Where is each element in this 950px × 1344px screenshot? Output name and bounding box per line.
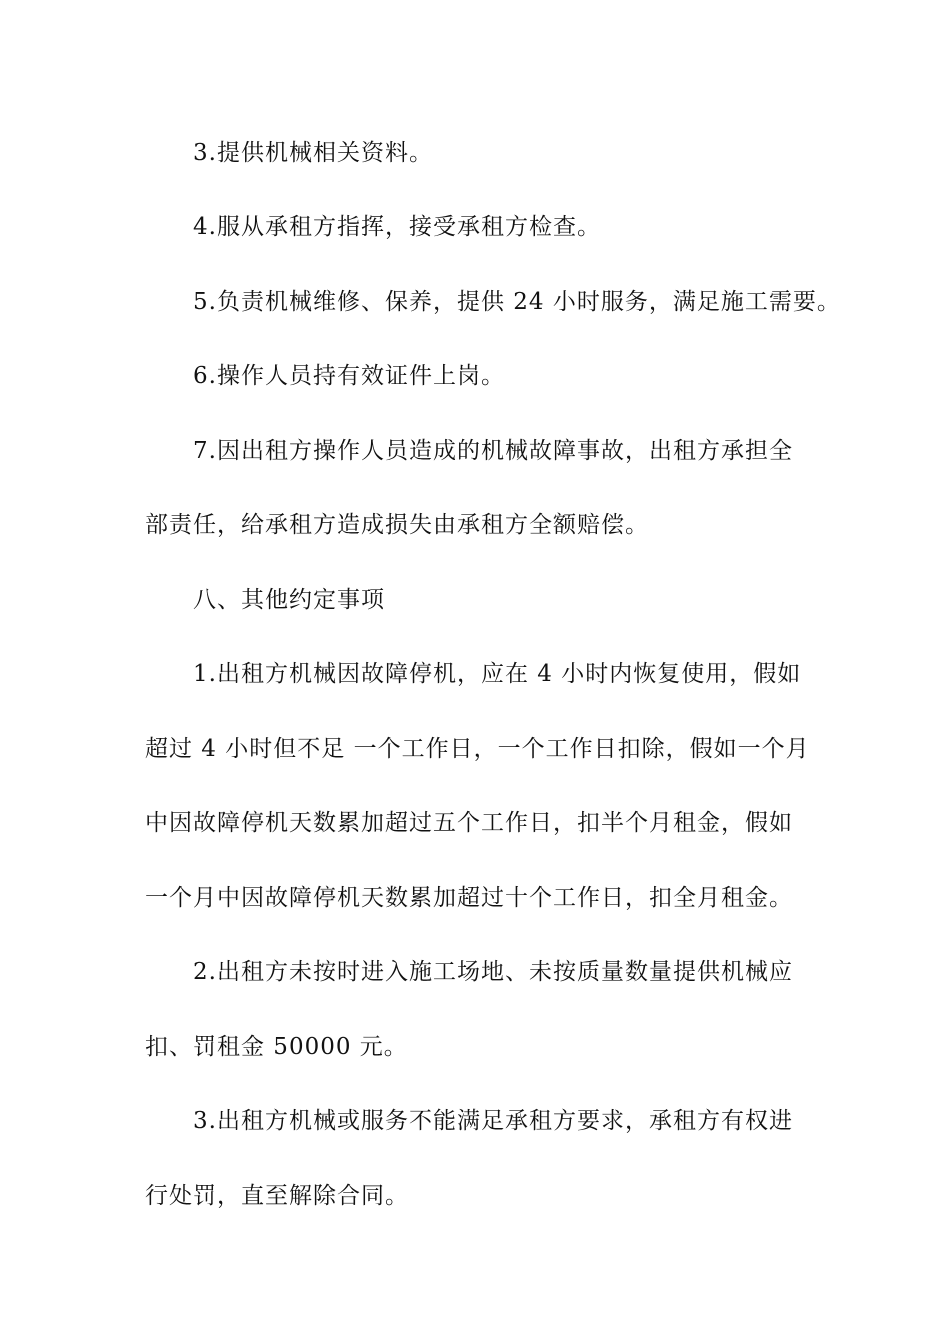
paragraph-line: 3.提供机械相关资料。 bbox=[193, 140, 433, 166]
paragraph-line: 一个月中因故障停机天数累加超过十个工作日，扣全月租金。 bbox=[145, 885, 793, 911]
paragraph-line: 6.操作人员持有效证件上岗。 bbox=[193, 363, 505, 389]
paragraph-line: 1.出租方机械因故障停机，应在 4 小时内恢复使用，假如 bbox=[193, 661, 802, 687]
paragraph-line: 部责任，给承租方造成损失由承租方全额赔偿。 bbox=[145, 512, 649, 538]
paragraph-line: 7.因出租方操作人员造成的机械故障事故，出租方承担全 bbox=[193, 438, 793, 464]
section-heading: 八、其他约定事项 bbox=[193, 587, 385, 613]
paragraph-line: 3.出租方机械或服务不能满足承租方要求，承租方有权进 bbox=[193, 1108, 793, 1134]
paragraph-line: 行处罚，直至解除合同。 bbox=[145, 1183, 409, 1209]
paragraph-line: 5.负责机械维修、保养，提供 24 小时服务，满足施工需要。 bbox=[193, 289, 841, 315]
paragraph-line: 扣、罚租金 50000 元。 bbox=[145, 1034, 408, 1060]
paragraph-line: 超过 4 小时但不足 一个工作日，一个工作日扣除，假如一个月 bbox=[145, 736, 810, 762]
paragraph-line: 2.出租方未按时进入施工场地、未按质量数量提供机械应 bbox=[193, 959, 793, 985]
paragraph-line: 中因故障停机天数累加超过五个工作日，扣半个月租金，假如 bbox=[145, 810, 793, 836]
paragraph-line: 4.服从承租方指挥，接受承租方检查。 bbox=[193, 214, 601, 240]
